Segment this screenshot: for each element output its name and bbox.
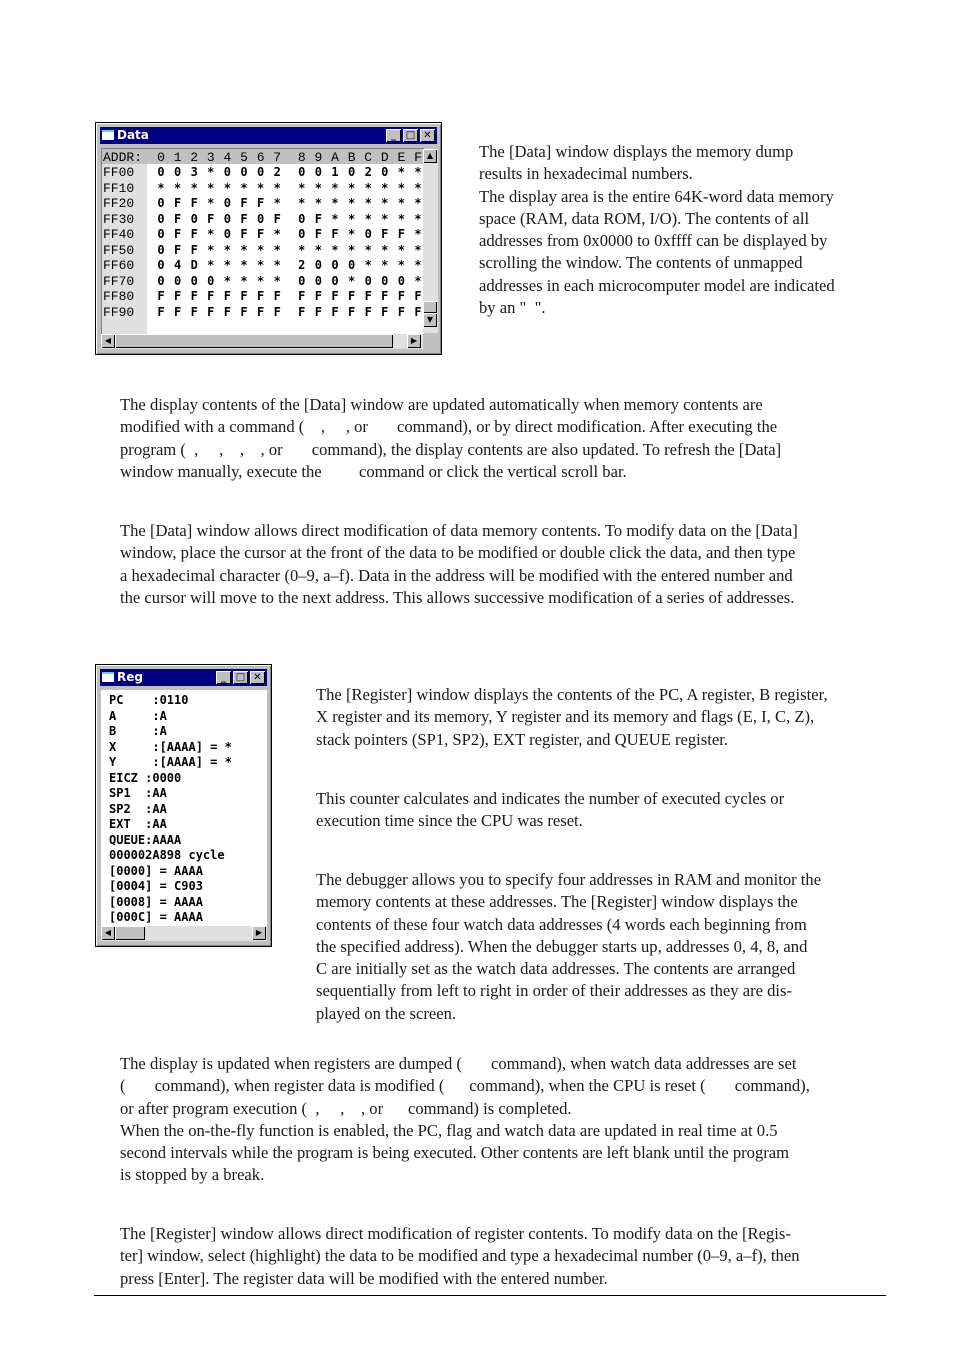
maximize-button[interactable]: □ (403, 129, 418, 142)
register-line: 000002A898 cycle (109, 848, 225, 862)
column-header: 7 (273, 150, 282, 165)
horizontal-scrollbar[interactable] (101, 926, 267, 941)
data-cell: * (223, 273, 231, 288)
column-header: 0 (157, 150, 165, 165)
data-cell: 0 (173, 273, 182, 288)
register-line: [0000] = AAAA (109, 863, 203, 878)
column-header: B (347, 150, 356, 165)
data-cell: F (173, 304, 182, 319)
data-cell: F (223, 304, 231, 319)
data-cell: 0 (331, 273, 339, 288)
data-cell: * (314, 196, 322, 210)
text-line: window, place the cursor at the front of the data to be modified or double click the data, and then type (120, 543, 796, 563)
data-cell: 2 (364, 165, 372, 179)
data-cell: * (207, 196, 215, 210)
data-cell: * (207, 165, 215, 179)
data-cell: F (207, 289, 215, 303)
data-cell: F (397, 227, 405, 241)
row-address: FF10 (103, 180, 135, 196)
data-update-paragraph (120, 394, 781, 483)
data-cell: * (207, 258, 215, 272)
data-cell: F (256, 304, 265, 319)
data-cell: * (173, 180, 182, 195)
data-cell: * (331, 211, 339, 226)
data-cell: * (190, 180, 198, 195)
data-cell: * (364, 242, 372, 257)
row-address: FF90 (103, 304, 135, 320)
column-header: 8 (297, 150, 306, 165)
data-cell: 0 (223, 227, 231, 241)
register-update-paragraph (120, 1053, 810, 1187)
data-cell: F (298, 304, 306, 319)
register-description (316, 684, 828, 751)
data-cell: F (240, 304, 248, 319)
scroll-thumb-horizontal[interactable] (115, 334, 393, 348)
data-cell: * (414, 258, 422, 272)
data-cell: 2 (273, 165, 281, 179)
column-header: F (414, 150, 422, 165)
column-header: 3 (206, 150, 215, 165)
data-cell: * (298, 242, 306, 257)
data-cell: F (173, 211, 182, 226)
data-cell: * (157, 180, 165, 195)
register-line: PC :0110 (109, 693, 189, 707)
data-cell: 0 (240, 165, 248, 179)
data-cell: F (381, 289, 389, 303)
text-line: The [Data] window allows direct modification of data memory contents. To modify data on the [Data] (120, 521, 798, 540)
text-line: contents of these four watch data addresses (4 words each beginning from (316, 914, 807, 934)
column-header: 2 (190, 150, 199, 165)
data-cell: 0 (157, 165, 165, 179)
data-cell: F (256, 227, 265, 241)
text-line: press [Enter]. The register data will be modified with the entered number. (120, 1268, 608, 1288)
close-button[interactable]: ✕ (250, 671, 265, 684)
minimize-button[interactable]: _ (216, 671, 231, 684)
data-cell: * (314, 180, 322, 195)
data-cell: F (157, 289, 165, 303)
data-cell: * (240, 180, 248, 195)
data-cell: F (347, 289, 356, 303)
register-line: [0008] = AAAA (109, 894, 203, 909)
data-cell: * (397, 165, 405, 179)
row-address: FF60 (103, 258, 135, 273)
data-cell: F (364, 304, 372, 319)
data-cell: 0 (298, 211, 306, 226)
data-cell: F (173, 289, 182, 303)
data-cell: F (173, 227, 182, 241)
data-cell: * (240, 242, 248, 257)
scroll-left-icon[interactable]: ◀ (101, 926, 115, 940)
data-window (95, 122, 442, 355)
register-line: EXT :AA (109, 817, 167, 831)
data-cell: 0 (314, 258, 322, 272)
data-cell: F (240, 227, 248, 241)
data-cell: * (273, 227, 281, 241)
data-cell: F (314, 227, 322, 241)
data-window-description (479, 141, 835, 319)
data-cell: 0 (157, 242, 165, 257)
data-cell: 0 (256, 165, 265, 179)
data-cell: F (397, 304, 405, 319)
counter-description (316, 788, 784, 833)
data-cell: * (207, 242, 215, 257)
data-cell: * (273, 242, 281, 257)
window-icon (102, 130, 114, 140)
data-cell: * (381, 180, 389, 195)
scroll-left-icon[interactable]: ◀ (101, 334, 115, 348)
data-cell: * (381, 258, 389, 272)
data-cell: 0 (314, 165, 322, 179)
data-cell: 3 (190, 165, 198, 179)
column-header: A (331, 150, 339, 165)
footer-rule (94, 1295, 886, 1296)
data-cell: F (190, 196, 198, 210)
data-cell: F (397, 289, 405, 303)
column-header: D (380, 150, 389, 165)
scroll-down-icon[interactable]: ▼ (423, 313, 437, 327)
data-cell: * (397, 180, 405, 195)
data-cell: 0 (364, 227, 372, 241)
data-cell: F (157, 304, 165, 319)
data-cell: * (331, 180, 339, 195)
text-line: or after program execution ( , , , or command) is completed. (120, 1098, 572, 1118)
register-line: Y :[AAAA] = * (109, 755, 232, 769)
text-line: When the on-the-fly function is enabled, the PC, flag and watch data are updated in real time at 0.5 (120, 1120, 778, 1140)
data-cell: * (397, 242, 405, 257)
data-cell: F (331, 227, 339, 241)
data-cell: 0 (381, 165, 389, 179)
column-header: 5 (240, 150, 248, 165)
scroll-up-icon[interactable]: ▲ (423, 149, 437, 163)
data-cell: F (190, 304, 198, 319)
data-cell: 0 (157, 196, 165, 210)
text-line: second intervals while the program is being executed. Other contents are left blank until the program (120, 1143, 790, 1163)
data-cell: * (364, 211, 372, 226)
data-cell: F (381, 227, 389, 241)
text-line: The [Register] window allows direct modification of register contents. To modify data on the [Regis- (120, 1224, 791, 1243)
text-line: ( command), when register data is modified ( command), when the CPU is reset ( command), (120, 1076, 810, 1096)
data-cell: 0 (397, 273, 405, 288)
data-cell: F (314, 211, 322, 226)
data-cell: F (240, 196, 248, 210)
reg-window-titlebar[interactable] (100, 669, 267, 686)
data-cell: D (190, 258, 198, 272)
data-cell: * (414, 196, 422, 210)
data-cell: * (381, 196, 389, 210)
row-address: FF50 (103, 242, 135, 258)
text-line: sequentially from left to right in order of their addresses as they are dis- (316, 981, 793, 1001)
data-cell: 0 (298, 273, 306, 288)
data-cell: F (414, 289, 422, 303)
column-header: 4 (223, 150, 232, 165)
watch-data-description (316, 869, 821, 1025)
data-cell: * (364, 258, 372, 272)
register-line: SP1 :AA (109, 786, 167, 800)
data-cell: F (223, 289, 231, 303)
vertical-scrollbar[interactable] (423, 149, 438, 333)
data-cell: 0 (223, 211, 231, 226)
data-cell: * (347, 211, 356, 226)
window-icon (102, 672, 114, 682)
data-cell: * (381, 211, 389, 226)
data-cell: F (273, 304, 281, 319)
data-cell: * (256, 242, 265, 257)
text-line: window manually, execute the command or click the vertical scroll bar. (120, 461, 627, 481)
text-line: played on the screen. (316, 1003, 457, 1023)
data-cell: F (331, 304, 339, 319)
register-list[interactable] (101, 690, 267, 926)
data-cell: * (240, 273, 248, 288)
register-line: QUEUE:AAAA (109, 832, 182, 847)
data-cell: F (173, 242, 182, 257)
data-cell: * (223, 258, 231, 272)
data-cell: * (414, 242, 422, 257)
text-line: ter] window, select (highlight) the data to be modified and type a hexadecimal number (0–9, a–f), then (120, 1246, 800, 1266)
data-window-title: Data (117, 128, 149, 142)
maximize-button[interactable]: □ (233, 671, 248, 684)
data-cell: * (256, 258, 265, 272)
data-grid[interactable] (101, 148, 424, 334)
data-cell: F (364, 289, 372, 303)
data-cell: 2 (298, 258, 306, 272)
horizontal-scrollbar[interactable] (101, 334, 423, 349)
text-line: The [Register] window displays the contents of the PC, A register, B register, (316, 685, 828, 704)
data-cell: 0 (190, 273, 198, 288)
register-line: SP2 :AA (109, 801, 167, 816)
data-cell: * (207, 227, 215, 241)
data-cell: * (223, 242, 231, 257)
data-cell: * (414, 273, 422, 288)
close-button[interactable]: ✕ (420, 129, 435, 142)
text-line: space (RAM, data ROM, I/O). The contents of all (479, 208, 810, 228)
register-line: A :A (109, 708, 167, 723)
data-cell: 0 (314, 273, 322, 288)
data-cell: * (273, 180, 281, 195)
data-cell: 0 (256, 211, 265, 226)
data-cell: 0 (364, 273, 372, 288)
reg-window-title: Reg (117, 670, 143, 684)
data-cell: * (414, 227, 422, 241)
data-cell: * (347, 180, 356, 195)
data-cell: * (414, 165, 422, 179)
data-cell: * (256, 180, 265, 195)
data-cell: * (256, 273, 265, 288)
data-cell: 0 (223, 196, 231, 210)
text-line: X register and its memory, Y register and its memory and flags (E, I, C, Z), (316, 707, 815, 727)
column-header: 1 (173, 150, 182, 165)
addr-header: ADDR: (103, 150, 143, 165)
data-cell: * (414, 211, 422, 226)
row-address: FF20 (103, 196, 135, 211)
data-cell: F (240, 211, 248, 226)
text-line: The display contents of the [Data] window are updated automatically when memory contents are (120, 395, 763, 414)
text-line: program ( , , , , or command), the display contents are also updated. To refresh the [Data] (120, 439, 782, 459)
data-cell: F (381, 304, 389, 319)
data-cell: * (347, 273, 356, 288)
data-cell: F (173, 196, 182, 210)
data-cell: F (190, 289, 198, 303)
text-line: stack pointers (SP1, SP2), EXT register, and QUEUE register. (316, 729, 728, 749)
register-line: X :[AAAA] = * (109, 739, 232, 754)
text-line: modified with a command ( , , or command), or by direct modification. After executing the (120, 417, 778, 437)
row-address: FF00 (103, 165, 135, 180)
data-cell: 0 (157, 227, 165, 241)
text-line: a hexadecimal character (0–9, a–f). Data in the address will be modified with the entered number and (120, 565, 793, 585)
data-cell: * (381, 242, 389, 257)
data-cell: * (347, 227, 356, 241)
row-address: FF70 (103, 273, 135, 289)
data-window-titlebar[interactable] (100, 127, 437, 144)
reg-window (95, 664, 272, 947)
data-cell: * (240, 258, 248, 272)
data-cell: * (331, 196, 339, 210)
column-header: 6 (256, 150, 265, 165)
column-header: 9 (314, 150, 323, 165)
data-cell: * (347, 196, 356, 210)
data-cell: F (240, 289, 248, 303)
data-cell: 0 (157, 211, 165, 226)
data-cell: 0 (381, 273, 389, 288)
text-line: scrolling the window. The contents of unmapped (479, 253, 803, 273)
text-line: results in hexadecimal numbers. (479, 164, 693, 184)
row-address: FF80 (103, 289, 135, 304)
data-cell: F (298, 289, 306, 303)
data-cell: F (207, 211, 215, 226)
data-cell: 0 (347, 258, 356, 272)
data-cell: 0 (223, 165, 231, 179)
data-cell: * (207, 180, 215, 195)
data-cell: * (347, 242, 356, 257)
data-cell: F (314, 304, 322, 319)
row-address: FF30 (103, 211, 135, 227)
text-line: is stopped by a break. (120, 1165, 265, 1185)
text-line: the cursor will move to the next address. This allows successive modification of a series of addresses. (120, 587, 795, 607)
text-line: addresses in each microcomputer model are indicated (479, 275, 835, 295)
data-cell: * (364, 196, 372, 210)
data-cell: * (298, 196, 306, 210)
register-line: [0004] = C903 (109, 879, 203, 893)
data-cell: 0 (173, 165, 182, 179)
column-header: C (364, 150, 373, 165)
data-cell: * (273, 258, 281, 272)
text-line: The debugger allows you to specify four addresses in RAM and monitor the (316, 870, 822, 889)
row-address: FF40 (103, 227, 135, 242)
data-modify-paragraph (120, 520, 798, 609)
data-cell: * (273, 196, 281, 210)
data-cell: F (314, 289, 322, 303)
text-line: The display area is the entire 64K-word data memory (479, 186, 834, 206)
data-cell: 0 (347, 165, 356, 179)
text-line: execution time since the CPU was reset. (316, 811, 583, 831)
data-cell: F (273, 211, 281, 226)
data-cell: 0 (298, 165, 306, 179)
register-modify-paragraph (120, 1223, 800, 1290)
data-cell: * (314, 242, 322, 257)
minimize-button[interactable]: _ (386, 129, 401, 142)
data-cell: * (397, 196, 405, 210)
data-cell: * (414, 180, 422, 195)
data-cell: * (397, 211, 405, 226)
data-cell: F (207, 304, 215, 319)
data-cell: 0 (157, 273, 165, 288)
data-cell: 0 (298, 227, 306, 241)
data-cell: F (190, 227, 198, 241)
data-cell: 0 (190, 211, 198, 226)
column-header: E (397, 150, 406, 165)
data-cell: * (223, 180, 231, 195)
data-cell: 1 (331, 165, 339, 179)
data-cell: F (331, 289, 339, 303)
text-line: C are initially set as the watch data addresses. The contents are arranged (316, 959, 796, 979)
text-line: memory contents at these addresses. The [Register] window displays the (316, 892, 798, 912)
data-cell: 0 (207, 273, 215, 288)
data-cell: * (397, 258, 405, 272)
data-cell: F (256, 289, 265, 303)
data-cell: F (273, 289, 281, 303)
text-line: by an " ". (479, 298, 546, 318)
scroll-thumb[interactable] (423, 301, 437, 313)
text-line: the specified address). When the debugger starts up, addresses 0, 4, 8, and (316, 936, 808, 956)
register-line: B :A (109, 724, 167, 738)
text-line: This counter calculates and indicates the number of executed cycles or (316, 789, 785, 808)
data-cell: * (298, 180, 306, 195)
text-line: The display is updated when registers are dumped ( command), when watch data addresses are set (120, 1054, 797, 1073)
register-line: EICZ :0000 (109, 770, 182, 785)
data-cell: F (347, 304, 356, 319)
text-line: The [Data] window displays the memory dump (479, 142, 794, 161)
data-cell: 0 (331, 258, 339, 272)
data-cell: * (273, 273, 281, 288)
data-cell: 0 (157, 258, 165, 272)
scroll-right-icon[interactable]: ▶ (252, 926, 266, 940)
data-cell: * (331, 242, 339, 257)
data-cell: * (364, 180, 372, 195)
scroll-thumb-horizontal[interactable] (115, 926, 145, 940)
scroll-right-icon[interactable]: ▶ (407, 334, 421, 348)
data-cell: F (190, 242, 198, 257)
data-cell: F (256, 196, 265, 210)
data-cell: F (414, 304, 422, 319)
register-line: [000C] = AAAA (109, 910, 203, 924)
data-cell: 4 (173, 258, 182, 272)
text-line: addresses from 0x0000 to 0xffff can be displayed by (479, 231, 828, 251)
